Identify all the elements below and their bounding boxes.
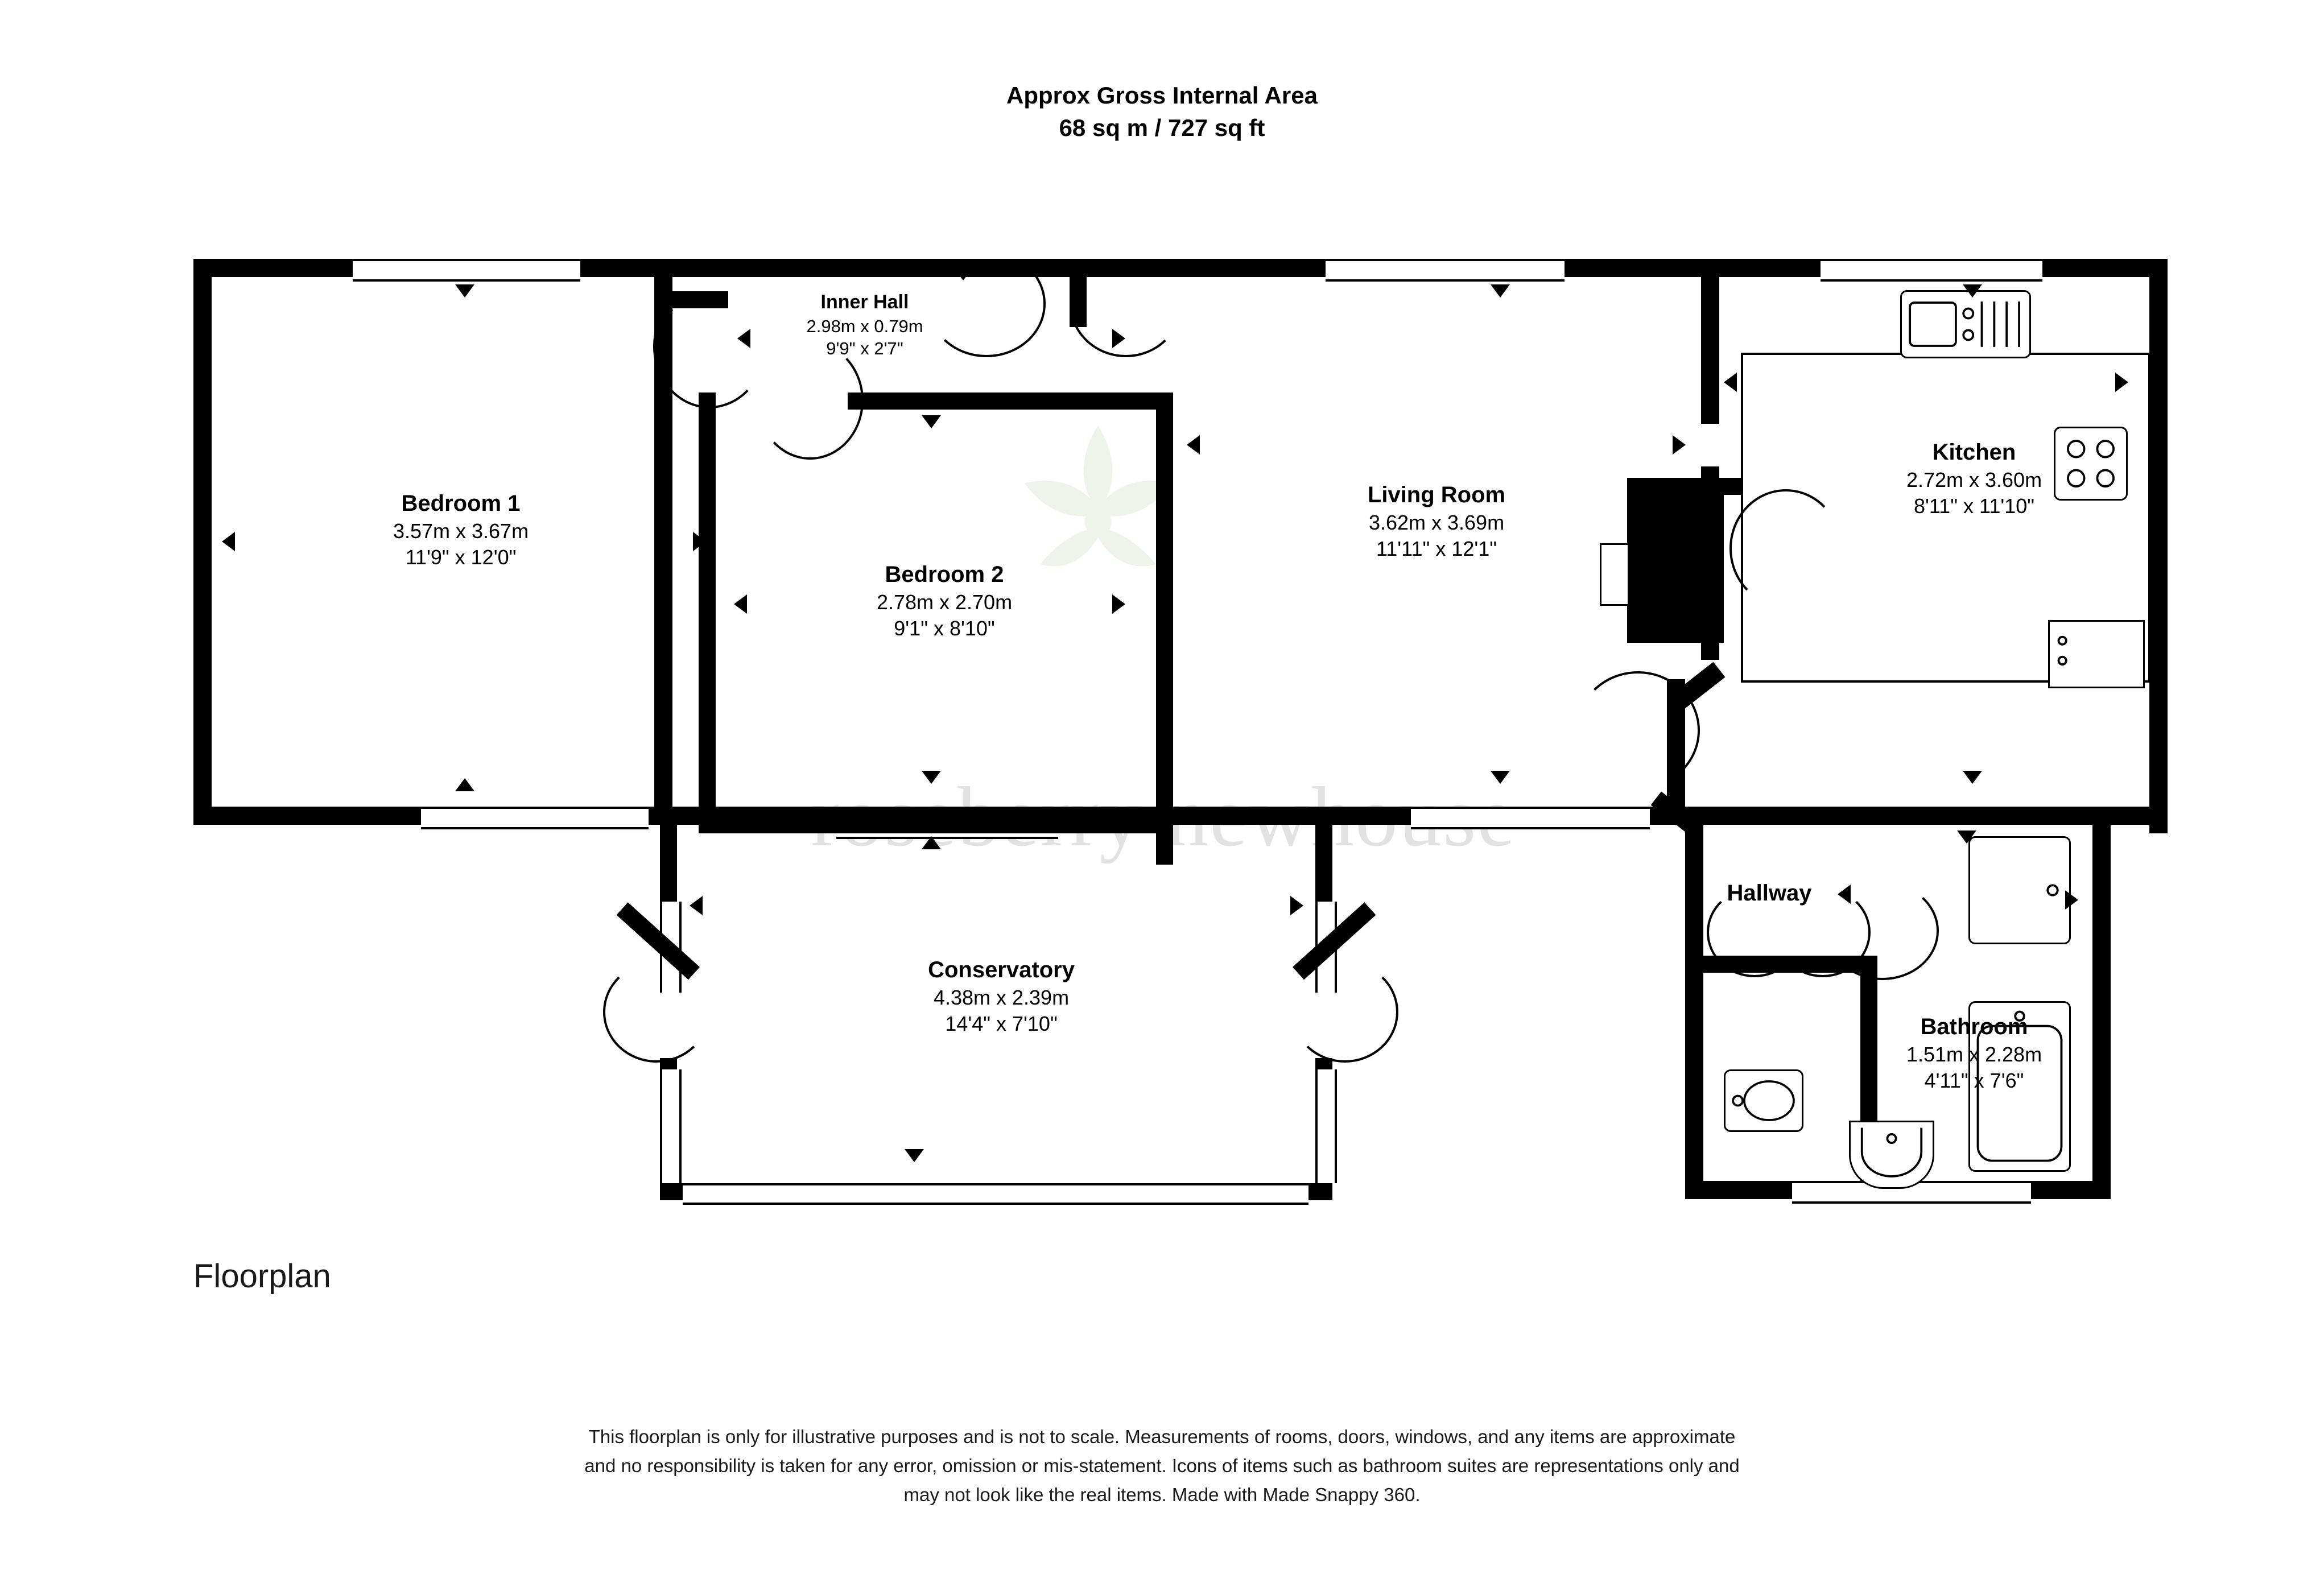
wall-hallway-left [1685, 807, 1703, 1199]
conservatory-dim-metric: 4.38m x 2.39m [933, 986, 1070, 1010]
sink-detail-icon [1902, 292, 2029, 357]
area-title: Approx Gross Internal Area [1006, 82, 1318, 109]
inner-hall-name: Inner Hall [820, 291, 909, 313]
view-arrow-livingroom-right [1673, 435, 1686, 455]
view-arrow-conservatory-bottom [905, 1149, 924, 1162]
view-arrow-innerhall-top [953, 267, 973, 280]
kitchen-dim-imperial: 8'11" x 11'10" [1913, 494, 2035, 518]
room-label-bedroom-2 [768, 560, 1121, 642]
view-arrow-bedroom1-left [222, 532, 235, 551]
window-conservatory-left-lower [660, 1069, 682, 1183]
view-arrow-bedroom2-top [922, 415, 941, 428]
fireplace-breast [1627, 478, 1724, 643]
view-arrow-bedroom2-left [734, 594, 747, 614]
wall-left-outer [193, 259, 212, 825]
window-livingroom-top [1326, 259, 1565, 282]
window-bedroom1-bottom [421, 807, 649, 829]
door-swing-livingroom-hall [1576, 671, 1700, 790]
basin-icon [1849, 1121, 1934, 1189]
kitchen-dim-metric: 2.72m x 3.60m [1906, 468, 2042, 492]
room-label-kitchen [1798, 438, 2150, 519]
room-label-living-room [1252, 481, 1621, 562]
view-arrow-bathroom-top [1957, 831, 1976, 844]
bedroom-1-dim-imperial: 11'9" x 12'0" [405, 546, 517, 569]
view-arrow-bedroom1-top [455, 284, 474, 298]
shower-detail-icon [1970, 838, 2069, 943]
view-arrow-bathroom-right [2065, 890, 2078, 910]
wall-right-outer [2149, 259, 2168, 833]
view-arrow-bedroom1-right [693, 532, 706, 551]
living-room-name: Living Room [1367, 482, 1506, 507]
disclaimer [0, 1422, 2324, 1509]
view-arrow-kitchen-bottom [1963, 771, 1982, 784]
watermark-text: newhouse [1166, 770, 1516, 864]
door-swing-innerhall-right [1070, 250, 1182, 357]
conservatory-dim-imperial: 14'4" x 7'10" [945, 1012, 1058, 1036]
window-livingroom-bottom [1411, 807, 1650, 829]
disclaimer-line-2: and no responsibility is taken for any error, omission or mis-statement. Icons of items such as bathroom suites are representations only and [584, 1455, 1740, 1477]
wall-conservatory-right-upper [1315, 825, 1332, 902]
view-arrow-bedroom1-bottom [455, 778, 474, 791]
floorplan-title: Floorplan [193, 1258, 331, 1295]
living-room-dim-imperial: 11'11" x 12'1" [1376, 537, 1497, 561]
disclaimer-line-1: This floorplan is only for illustrative purposes and is not to scale. Measurements of rooms, doors, windows, and any items are approximate [588, 1426, 1736, 1447]
hallway-name: Hallway [1727, 881, 1812, 906]
room-label-bathroom [1798, 1013, 2150, 1094]
bathroom-dim-metric: 1.51m x 2.28m [1906, 1043, 2042, 1067]
window-kitchen-top [1821, 259, 2042, 282]
door-swing-conservatory-right [1291, 961, 1398, 1063]
kitchen-appliance-icon [2048, 620, 2145, 688]
view-arrow-livingroom-bottom [1491, 771, 1510, 784]
inner-hall-dim-imperial: 9'9" x 2'7" [826, 338, 903, 359]
room-label-hallway [1701, 879, 1838, 908]
view-arrow-innerhall-right [1112, 329, 1125, 348]
conservatory-name: Conservatory [928, 957, 1075, 982]
room-label-bedroom-1 [273, 489, 649, 571]
bathroom-dim-imperial: 4'11" x 7'6" [1924, 1069, 2024, 1093]
door-swing-conservatory-left [603, 961, 710, 1063]
wall-bedroom2-bottom [699, 816, 1173, 833]
kitchen-name: Kitchen [1932, 440, 2016, 465]
window-bedroom1-top [353, 259, 580, 282]
window-conservatory-bottom [683, 1183, 1308, 1205]
basin-detail-icon [1851, 1122, 1933, 1187]
kitchen-appliance-detail-icon [2050, 622, 2143, 687]
view-arrow-bedroom2-below [922, 836, 941, 849]
wall-livingroom-kitchen [1701, 259, 1719, 424]
view-arrow-conservatory-right [1290, 896, 1303, 915]
toilet-icon [1724, 1069, 1803, 1132]
wall-bedroom2-left [699, 392, 716, 833]
view-arrow-conservatory-left [690, 896, 703, 915]
wall-conservatory-left-upper [660, 825, 677, 902]
room-label-conservatory [819, 956, 1183, 1037]
bedroom-2-name: Bedroom 2 [885, 562, 1004, 587]
shower-icon [1968, 836, 2071, 944]
toilet-detail-icon [1726, 1071, 1802, 1130]
living-room-dim-metric: 3.62m x 3.69m [1368, 511, 1505, 535]
wall-innerhall-bottom [848, 392, 1172, 410]
disclaimer-line-3: may not look like the real items. Made with Made Snappy 360. [903, 1484, 1421, 1506]
view-arrow-livingroom-top [1491, 284, 1510, 298]
area-value: 68 sq m / 727 sq ft [1059, 114, 1265, 141]
view-arrow-kitchen-left [1724, 373, 1737, 392]
view-arrow-bedroom2-bottom [922, 771, 941, 784]
wall-hallway-bathroom-top [1685, 807, 2111, 825]
bedroom-1-dim-metric: 3.57m x 3.67m [393, 519, 529, 543]
bedroom-1-name: Bedroom 1 [401, 491, 521, 516]
bathroom-name: Bathroom [1920, 1014, 2028, 1039]
view-arrow-kitchen-top [1963, 284, 1982, 298]
room-label-inner-hall [734, 290, 996, 360]
wall-bedroom2-right [1156, 392, 1173, 865]
inner-hall-dim-metric: 2.98m x 0.79m [806, 316, 923, 336]
sink-icon [1900, 290, 2031, 358]
view-arrow-livingroom-left [1187, 435, 1200, 455]
wall-bathroom-right [2092, 807, 2111, 1199]
window-conservatory-right-lower [1315, 1069, 1337, 1183]
view-arrow-hallway-left [1838, 885, 1851, 904]
bedroom-2-dim-metric: 2.78m x 2.70m [876, 590, 1013, 614]
view-arrow-kitchen-right [2115, 373, 2128, 392]
bedroom-2-dim-imperial: 9'1" x 8'10" [894, 617, 995, 641]
